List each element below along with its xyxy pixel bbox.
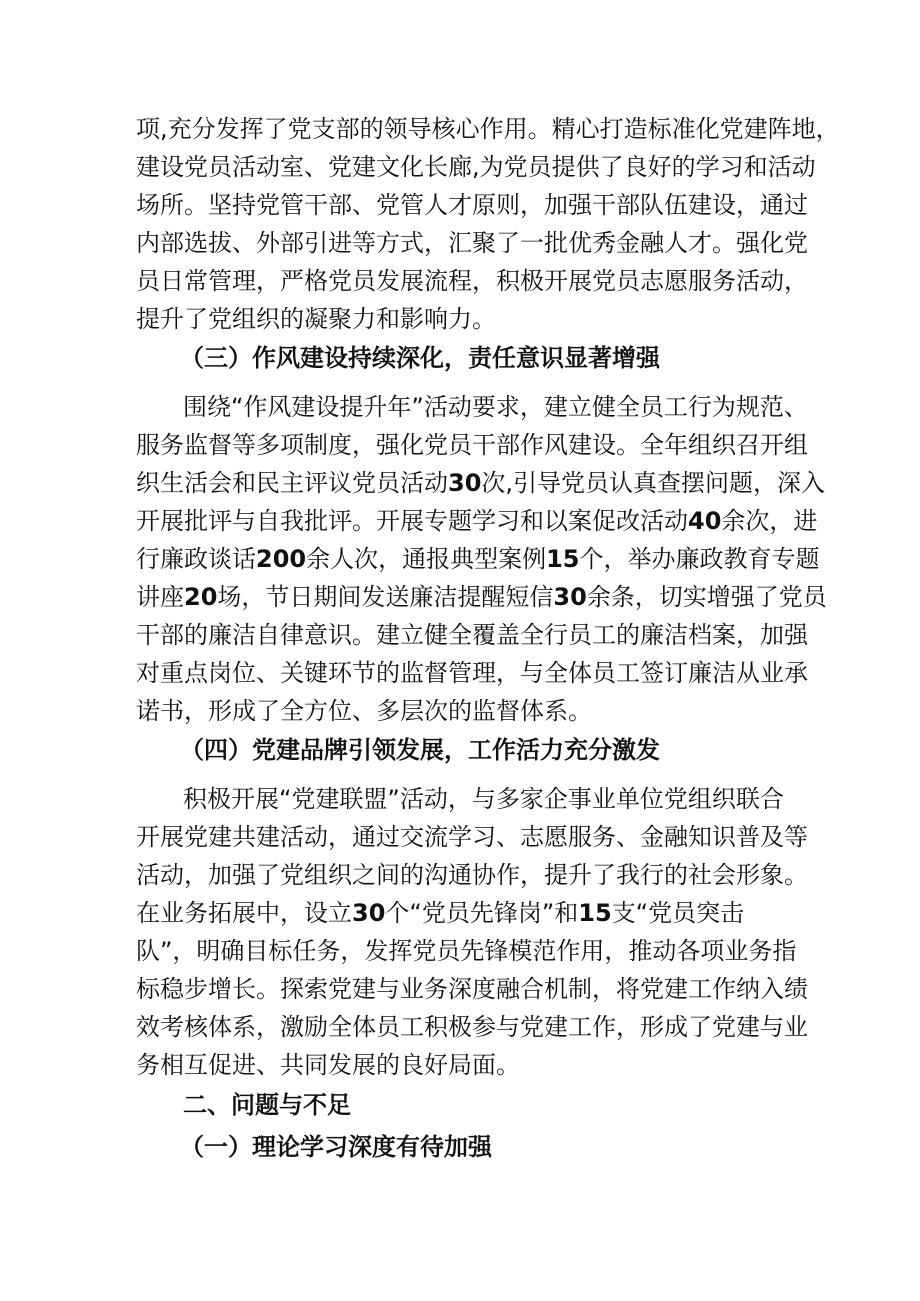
para3-line-5: 队”，明确目标任务，发挥党员先锋模范作用，推动各项业务指 [136, 937, 797, 965]
text: 场，节日期间发送廉洁提醒短信 [217, 583, 554, 611]
para3-line-8: 务相互促进、共同发展的良好局面。 [136, 1051, 520, 1079]
para3-line-7: 效考核体系，激励全体员工积极参与党建工作，形成了党建与业 [136, 1013, 808, 1041]
para1-line-4: 内部选拔、外部引进等方式，汇聚了一批优秀金融人才。强化党 [136, 229, 808, 257]
section-heading-4: （四）党建品牌引领发展，工作活力充分激发 [180, 736, 660, 764]
para2-line-5 [136, 542, 820, 576]
text: 讲座 [136, 583, 184, 611]
text: 行廉政谈话 [136, 545, 256, 573]
para2-line-8: 对重点岗位、关键环节的监督管理，与全体员工签订廉洁从业承 [136, 659, 808, 687]
para3-line-4 [136, 896, 744, 930]
para2-line-2: 服务监督等多项制度，强化党员干部作风建设。全年组织召开组 [136, 431, 808, 459]
para2-line-4 [136, 504, 817, 538]
para3-line-1: 积极开展“党建联盟”活动，与多家企事业单位党组织联合 [183, 785, 784, 813]
number: 30 [448, 469, 482, 497]
text: 支“党员突击 [611, 899, 745, 927]
text: 个，举办廉政教育专题 [579, 545, 820, 573]
para2-line-1: 围绕“作风建设提升年”活动要求，建立健全员工行为规范、 [183, 393, 808, 421]
number: 30 [553, 583, 587, 611]
para1-line-6: 提升了党组织的凝聚力和影响力。 [136, 305, 496, 333]
number: 20 [184, 583, 218, 611]
para1-line-2: 建设党员活动室、党建文化长廊,为党员提供了良好的学习和活动 [136, 153, 816, 181]
text: 开展批评与自我批评。开展专题学习和以案促改活动 [136, 507, 688, 535]
para1-line-1: 项,充分发挥了党支部的领导核心作用。精心打造标准化党建阵地， [136, 115, 840, 143]
para1-line-5: 员日常管理，严格党员发展流程，积极开展党员志愿服务活动， [136, 267, 808, 295]
para2-line-6 [136, 580, 827, 614]
text: 在业务拓展中，设立 [136, 899, 352, 927]
number: 15 [546, 545, 580, 573]
para2-line-3 [136, 466, 825, 500]
number: 40 [688, 507, 722, 535]
text: 余人次，通报典型案例 [306, 545, 547, 573]
section-heading-3: （三）作风建设持续深化，责任意识显著增强 [180, 344, 660, 372]
para3-line-6: 标稳步增长。探索党建与业务深度融合机制，将党建工作纳入绩 [136, 975, 808, 1003]
text: 次,引导党员认真查摆问题，深入 [481, 469, 826, 497]
para3-line-3: 活动，加强了党组织之间的沟通协作，提升了我行的社会形象。 [136, 861, 808, 889]
number: 200 [256, 545, 307, 573]
text: 余次，进 [721, 507, 818, 535]
text: 织生活会和民主评议党员活动 [136, 469, 448, 497]
para3-line-2: 开展党建共建活动，通过交流学习、志愿服务、金融知识普及等 [136, 823, 808, 851]
text: 个“党员先锋岗”和 [385, 899, 579, 927]
number: 15 [578, 899, 612, 927]
text: 余条，切实增强了党员 [586, 583, 827, 611]
section-heading-2-1: （一）理论学习深度有待加强 [180, 1133, 492, 1161]
para1-line-3: 场所。坚持党管干部、党管人才原则，加强干部队伍建设，通过 [136, 191, 808, 219]
para2-line-9: 诺书，形成了全方位、多层次的监督体系。 [136, 697, 592, 725]
section-heading-2: 二、问题与不足 [183, 1091, 351, 1119]
para2-line-7: 干部的廉洁自律意识。建立健全覆盖全行员工的廉洁档案，加强 [136, 621, 808, 649]
number: 30 [352, 899, 386, 927]
